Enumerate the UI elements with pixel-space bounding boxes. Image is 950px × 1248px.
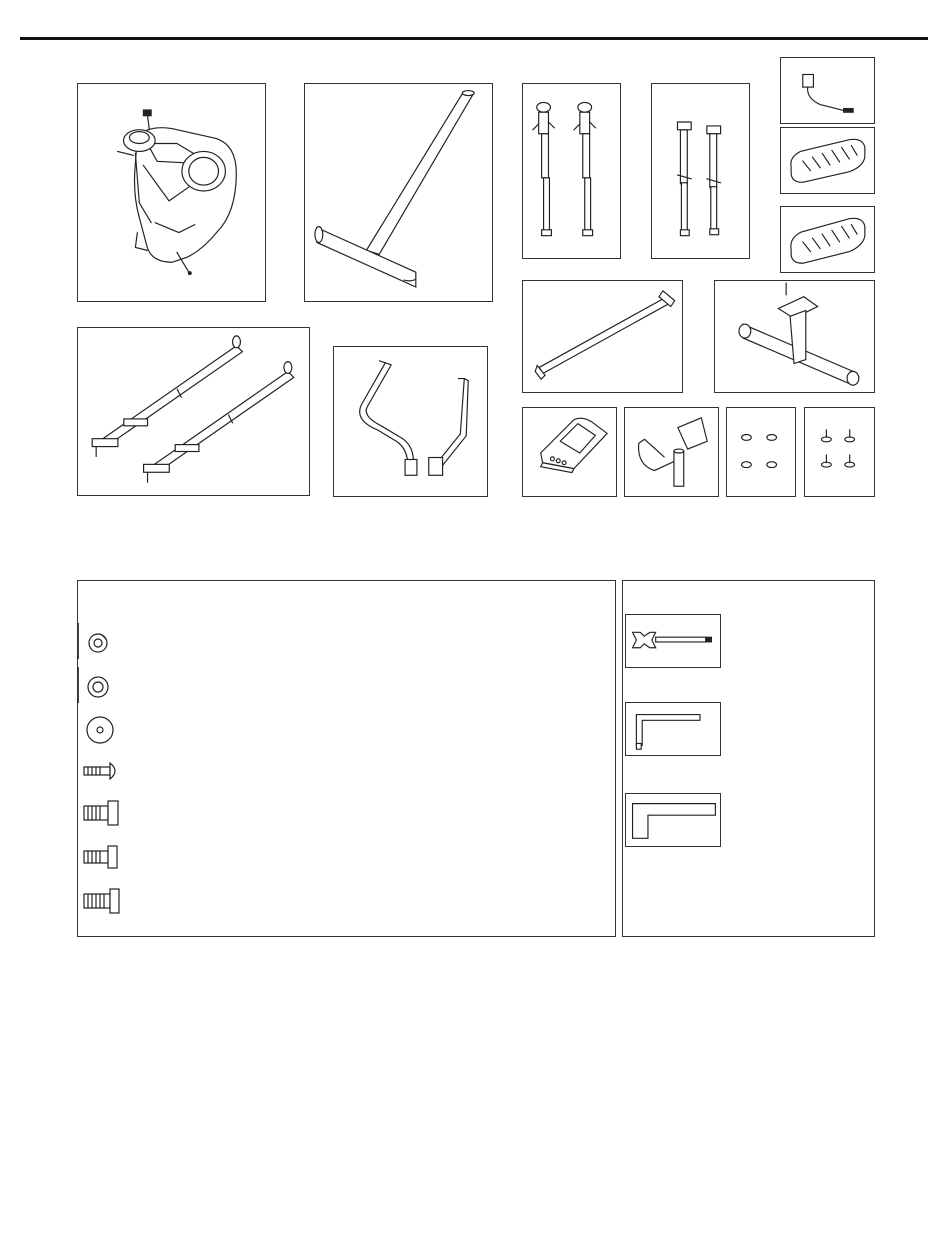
frame-with-flywheel-icon (78, 84, 265, 301)
part-end-caps (726, 407, 796, 497)
part-front-tube (522, 280, 683, 393)
hex-key-icon (625, 793, 721, 847)
wrench-icon (625, 614, 721, 668)
tools-panel (622, 580, 875, 937)
flat-washer-icon (80, 667, 120, 707)
socket-bolt-icon (80, 837, 120, 877)
part-pedal-right (780, 206, 875, 273)
part-upper-arms (522, 83, 621, 259)
round-caps-icon (727, 408, 795, 496)
part-pedal-rails (77, 327, 310, 496)
stabilizer-with-post-icon (715, 281, 874, 392)
part-console (522, 407, 617, 497)
mast-bracket-icon (625, 408, 718, 496)
header-rule (20, 37, 928, 40)
adapter-plug-icon (781, 58, 874, 123)
console-icon (523, 408, 616, 496)
part-console-mast (624, 407, 719, 497)
short-arm-pair-icon (652, 84, 749, 258)
part-handlebars (333, 346, 488, 497)
hardware-panel (77, 580, 616, 937)
part-rear-stabilizer (304, 83, 493, 302)
hex-key-icon (625, 702, 721, 756)
row-divider (78, 667, 79, 703)
large-washer-icon (80, 709, 120, 749)
pedal-icon (781, 207, 874, 272)
part-power-adapter (780, 57, 875, 124)
row-divider (78, 623, 79, 659)
t-shaped-tube-icon (305, 84, 492, 301)
rail-pair-icon (78, 328, 309, 495)
part-main-frame (77, 83, 266, 302)
adjustable-feet-icon (805, 408, 874, 496)
socket-bolt-icon (80, 793, 120, 833)
long-tube-icon (523, 281, 682, 392)
bent-handlebar-pair-icon (334, 347, 487, 496)
socket-bolt-icon (80, 881, 120, 921)
pedal-icon (781, 128, 874, 193)
button-head-screw-icon (80, 751, 120, 791)
part-pedal-left (780, 127, 875, 194)
part-leveling-feet (804, 407, 875, 497)
part-front-stabilizer (714, 280, 875, 393)
telescopic-arm-pair-icon (523, 84, 620, 258)
split-washer-icon (80, 623, 120, 663)
part-lower-arms (651, 83, 750, 259)
